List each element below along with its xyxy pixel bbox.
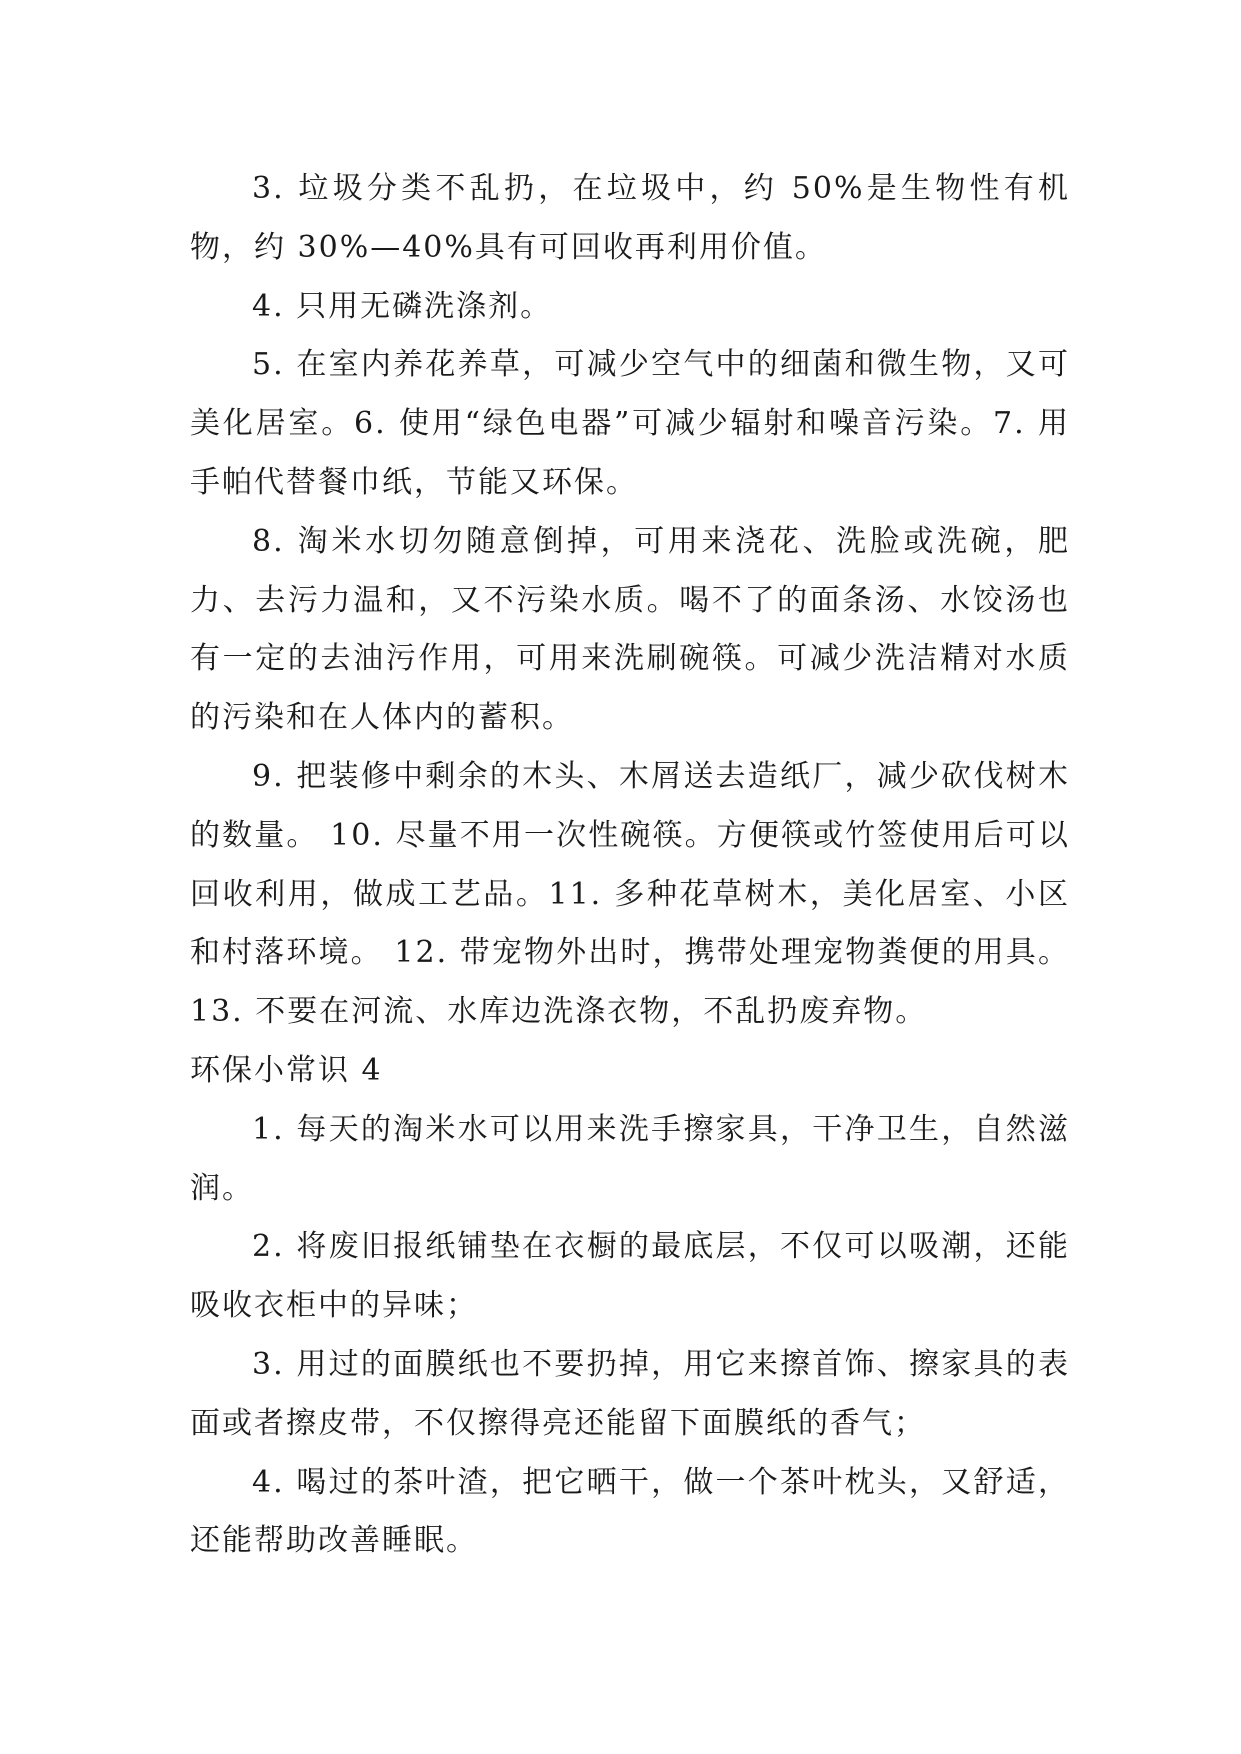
document-body <box>190 160 1070 1571</box>
section-heading: 环保小常识 4 <box>190 1052 383 1088</box>
paragraph-rice-water-furniture: 1. 每天的淘米水可以用来洗手擦家具，干净卫生，自然滋润。 <box>190 1111 1070 1206</box>
paragraph-newspaper-wardrobe: 2. 将废旧报纸铺垫在衣橱的最底层，不仅可以吸潮，还能吸收衣柜中的异味； <box>190 1229 1070 1324</box>
paragraph-rice-water: 8. 淘米水切勿随意倒掉，可用来浇花、洗脸或洗碗，肥力、去污力温和，又不污染水质。喝不了的面条汤、水饺汤也有一定的去油污作用，可用来洗刷碗筷。可减少洗洁精对水质的污染和在人体内的蓄积。 <box>190 523 1070 736</box>
paragraph-tea-leaf-pillow: 4. 喝过的茶叶渣，把它晒干，做一个茶叶枕头，又舒适，还能帮助改善睡眠。 <box>190 1464 1070 1559</box>
paragraph-wood-recycling: 9. 把装修中剩余的木头、木屑送去造纸厂，减少砍伐树木的数量。 10. 尽量不用一次性碗筷。方便筷或竹签使用后可以回收利用，做成工艺品。11. 多种花草树木，美化居室、小区和村落环境。 12. 带宠物外出时，携带处理宠物粪便的用具。 13. 不要在河流、水库边洗涤衣物，不乱扔废弃物。 <box>190 758 1070 1030</box>
paragraph-garbage-sorting: 3. 垃圾分类不乱扔，在垃圾中，约 50%是生物性有机物，约 30%—40%具有可回收再利用价值。 <box>190 171 1070 265</box>
paragraph-facial-mask-paper: 3. 用过的面膜纸也不要扔掉，用它来擦首饰、擦家具的表面或者擦皮带，不仅擦得亮还能留下面膜纸的香气； <box>190 1346 1070 1441</box>
paragraph-phosphate-free-detergent: 4. 只用无磷洗涤剂。 <box>252 288 553 324</box>
paragraph-indoor-plants: 5. 在室内养花养草，可减少空气中的细菌和微生物，又可美化居室。6. 使用“绿色电器”可减少辐射和噪音污染。7. 用手帕代替餐巾纸，节能又环保。 <box>190 347 1070 500</box>
